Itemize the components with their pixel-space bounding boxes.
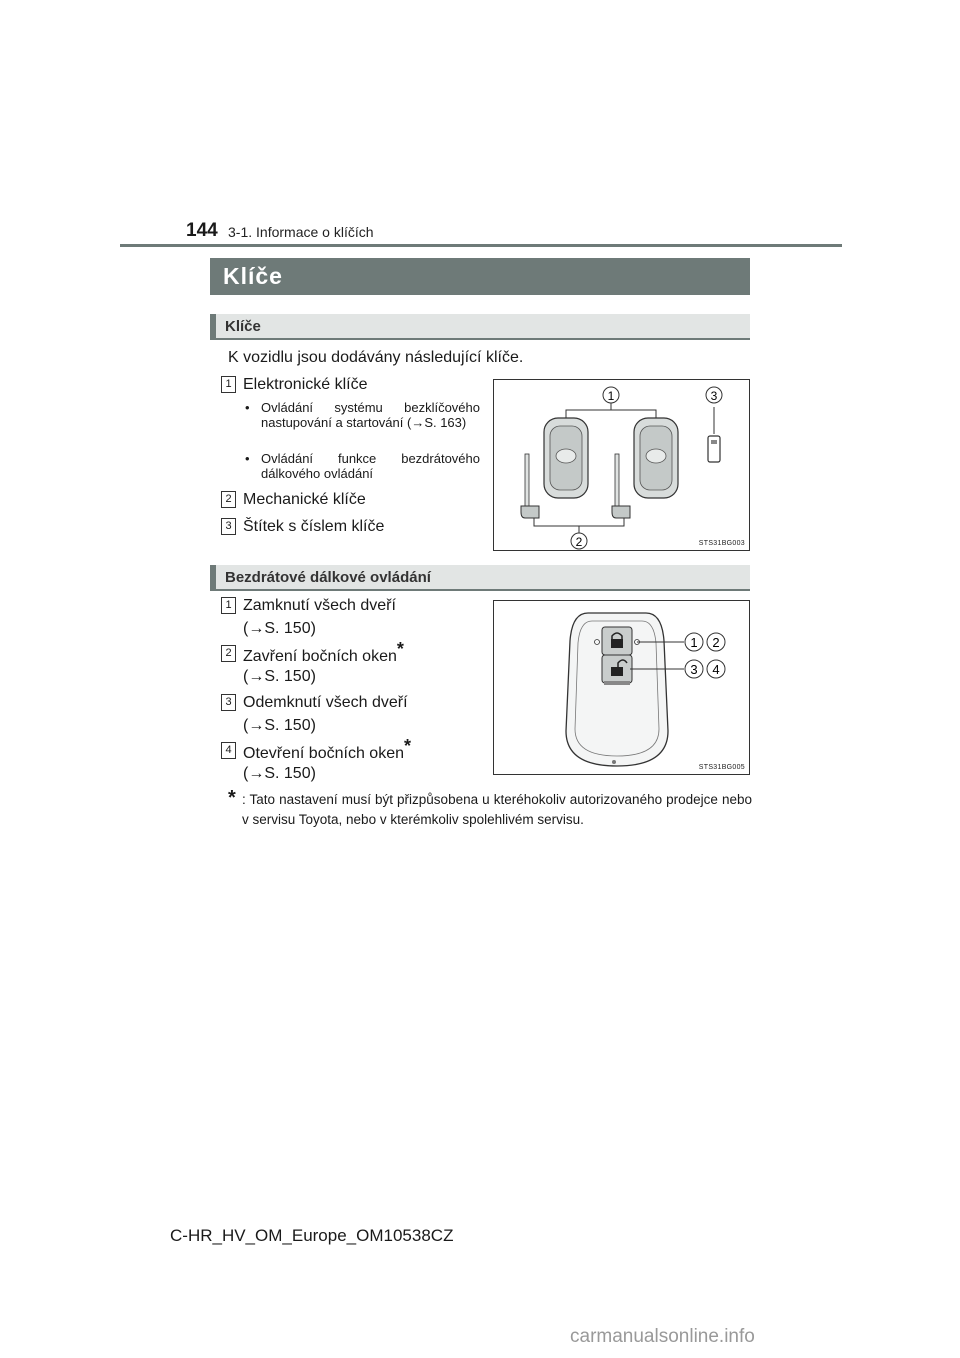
remote-figure xyxy=(493,600,750,775)
item-number: 4 xyxy=(221,742,236,759)
section-title: Klíče xyxy=(223,263,283,289)
item-number: 3 xyxy=(221,518,236,535)
subheading-keys-label: Klíče xyxy=(225,318,261,335)
intro-text: K vozidlu jsou dodávány následující klíče. xyxy=(228,349,524,366)
item-number: 2 xyxy=(221,491,236,508)
header-rule xyxy=(120,244,842,247)
star-marker: * xyxy=(396,639,404,659)
star-marker: * xyxy=(403,736,411,756)
subheading-keys xyxy=(210,314,750,340)
item-label: Mechanické klíče xyxy=(243,491,366,508)
callout-1: 1 xyxy=(607,389,615,403)
callout-2: 2 xyxy=(575,535,583,549)
item-label-with-star xyxy=(243,736,411,763)
item-label-with-star xyxy=(243,639,404,666)
callout-2: 2 xyxy=(712,635,720,650)
callout-1: 1 xyxy=(690,635,698,650)
keys-figure xyxy=(493,379,750,551)
page-reference: (→S. 150) xyxy=(243,620,316,637)
item-number: 1 xyxy=(221,376,236,393)
item-label: Zamknutí všech dveří xyxy=(243,597,396,614)
chapter-title: 3-1. Informace o klíčích xyxy=(228,224,374,240)
subheading-remote xyxy=(210,565,750,591)
footnote-marker: * xyxy=(228,787,236,809)
keys-illustration xyxy=(494,380,749,550)
item-label: Odemknutí všech dveří xyxy=(243,694,408,711)
document-code: C-HR_HV_OM_Europe_OM10538CZ xyxy=(170,1226,454,1245)
figure-code: STS31BG005 xyxy=(698,764,745,771)
item-number: 2 xyxy=(221,645,236,662)
item-number: 3 xyxy=(221,694,236,711)
page-reference: (→S. 150) xyxy=(243,765,316,782)
item-label: Elektronické klíče xyxy=(243,376,368,393)
bullet-item: • Ovládání systému bezklíčového nastupování a startování (→S. 163) xyxy=(245,400,480,430)
callout-3: 3 xyxy=(710,389,718,403)
bullet-item: • Ovládání funkce bezdrátového dálkového ovládání xyxy=(245,451,480,481)
item-number: 1 xyxy=(221,597,236,614)
item-label: Štítek s číslem klíče xyxy=(243,518,385,535)
page-number: 144 xyxy=(186,220,218,241)
item-label: Zavření bočních oken xyxy=(243,648,397,665)
figure-code: STS31BG003 xyxy=(698,540,745,547)
bullet-text: Ovládání funkce bezdrátového dálkového ovládání xyxy=(261,451,480,481)
item-label: Otevření bočních oken xyxy=(243,745,404,762)
subheading-remote-label: Bezdrátové dálkové ovládání xyxy=(225,569,431,586)
bullet-text: Ovládání systému bezklíčového nastupování a startování (→S. 163) xyxy=(261,400,480,430)
section-title-bar xyxy=(210,258,750,295)
page-reference: (→S. 150) xyxy=(243,668,316,685)
remote-illustration xyxy=(494,601,749,774)
callout-4: 4 xyxy=(712,662,720,677)
footnote-text: : Tato nastavení musí být přizpůsobena u kteréhokoliv autorizovaného prodejce nebo v servisu Toyota, nebo v kterémkoliv spolehlivém servisu. xyxy=(242,792,752,827)
page-reference: (→S. 150) xyxy=(243,717,316,734)
watermark: carmanualsonline.info xyxy=(570,1326,755,1347)
callout-3: 3 xyxy=(690,662,698,677)
